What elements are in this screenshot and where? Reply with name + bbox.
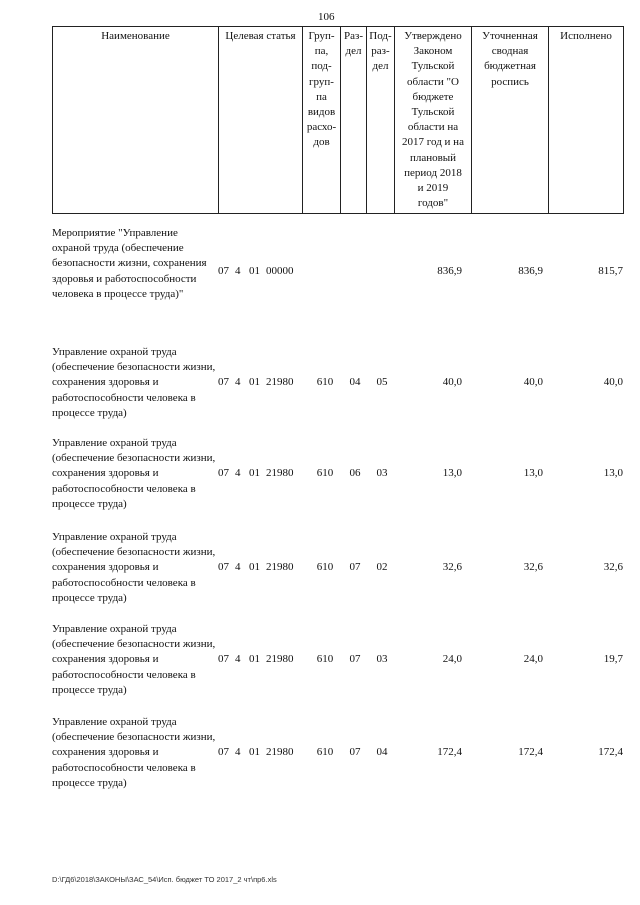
header-podrazdel: Под- раз- дел bbox=[367, 27, 395, 214]
row-approved: 24,0 bbox=[442, 653, 462, 665]
table-header bbox=[52, 26, 624, 214]
row-refined: 32,6 bbox=[523, 561, 543, 573]
row-group: 610 bbox=[316, 561, 334, 573]
row-podrazdel: 02 bbox=[376, 561, 388, 573]
row-refined: 24,0 bbox=[523, 653, 543, 665]
row-approved: 40,0 bbox=[442, 376, 462, 388]
row-razdel: 07 bbox=[349, 561, 361, 573]
row-approved: 172,4 bbox=[437, 746, 462, 758]
row-podrazdel: 05 bbox=[376, 376, 388, 388]
header-approved: Утверждено Законом Тульской области "О бюджете Тульской области на 2017 год и на плановый период 2018 и 2019 годов" bbox=[395, 27, 472, 214]
row-group: 610 bbox=[316, 376, 334, 388]
footer-file-path: D:\ГД6\2018\ЗАКОНЫ\ЗАС_54\Исп. бюджет ТО 2017_2 чт\пр6.xls bbox=[52, 875, 277, 884]
header-name: Наименование bbox=[53, 27, 219, 214]
row-name: Управление охраной труда (обеспечение безопасности жизни, сохранения здоровья и работоспособности человека в процессе труда) bbox=[52, 437, 216, 510]
row-group: 610 bbox=[316, 653, 334, 665]
row-group: 610 bbox=[316, 746, 334, 758]
row-refined: 836,9 bbox=[518, 265, 543, 277]
row-executed: 172,4 bbox=[598, 746, 623, 758]
row-name: Управление охраной труда (обеспечение безопасности жизни, сохранения здоровья и работоспособности человека в процессе труда) bbox=[52, 346, 216, 419]
row-razdel: 06 bbox=[349, 467, 361, 479]
row-executed: 32,6 bbox=[603, 561, 623, 573]
row-executed: 19,7 bbox=[603, 653, 623, 665]
row-name: Управление охраной труда (обеспечение безопасности жизни, сохранения здоровья и работоспособности человека в процессе труда) bbox=[52, 531, 216, 604]
header-target-article: Целевая статья bbox=[219, 27, 303, 214]
row-name: Управление охраной труда (обеспечение безопасности жизни, сохранения здоровья и работоспособности человека в процессе труда) bbox=[52, 623, 216, 696]
row-refined: 13,0 bbox=[523, 467, 543, 479]
header-razdel: Раз- дел bbox=[341, 27, 367, 214]
row-executed: 13,0 bbox=[603, 467, 623, 479]
header-refined: Уточненная сводная бюджетная роспись bbox=[472, 27, 549, 214]
row-group: 610 bbox=[316, 467, 334, 479]
row-podrazdel: 04 bbox=[376, 746, 388, 758]
row-approved: 13,0 bbox=[442, 467, 462, 479]
row-executed: 815,7 bbox=[598, 265, 623, 277]
row-approved: 32,6 bbox=[442, 561, 462, 573]
row-refined: 172,4 bbox=[518, 746, 543, 758]
page-number: 106 bbox=[318, 11, 335, 23]
row-razdel: 07 bbox=[349, 746, 361, 758]
header-executed: Исполнено bbox=[549, 27, 624, 214]
row-podrazdel: 03 bbox=[376, 467, 388, 479]
row-name: Управление охраной труда (обеспечение безопасности жизни, сохранения здоровья и работоспособности человека в процессе труда) bbox=[52, 716, 216, 789]
row-approved: 836,9 bbox=[437, 265, 462, 277]
row-razdel: 07 bbox=[349, 653, 361, 665]
row-razdel: 04 bbox=[349, 376, 361, 388]
header-expense-group: Груп- па, под- груп- па видов расхо- дов bbox=[303, 27, 341, 214]
row-refined: 40,0 bbox=[523, 376, 543, 388]
row-executed: 40,0 bbox=[603, 376, 623, 388]
row-name: Мероприятие "Управление охраной труда (обеспечение безопасности жизни, сохранения здоровья и работоспособности человека в процессе труда)" bbox=[52, 227, 207, 300]
row-podrazdel: 03 bbox=[376, 653, 388, 665]
